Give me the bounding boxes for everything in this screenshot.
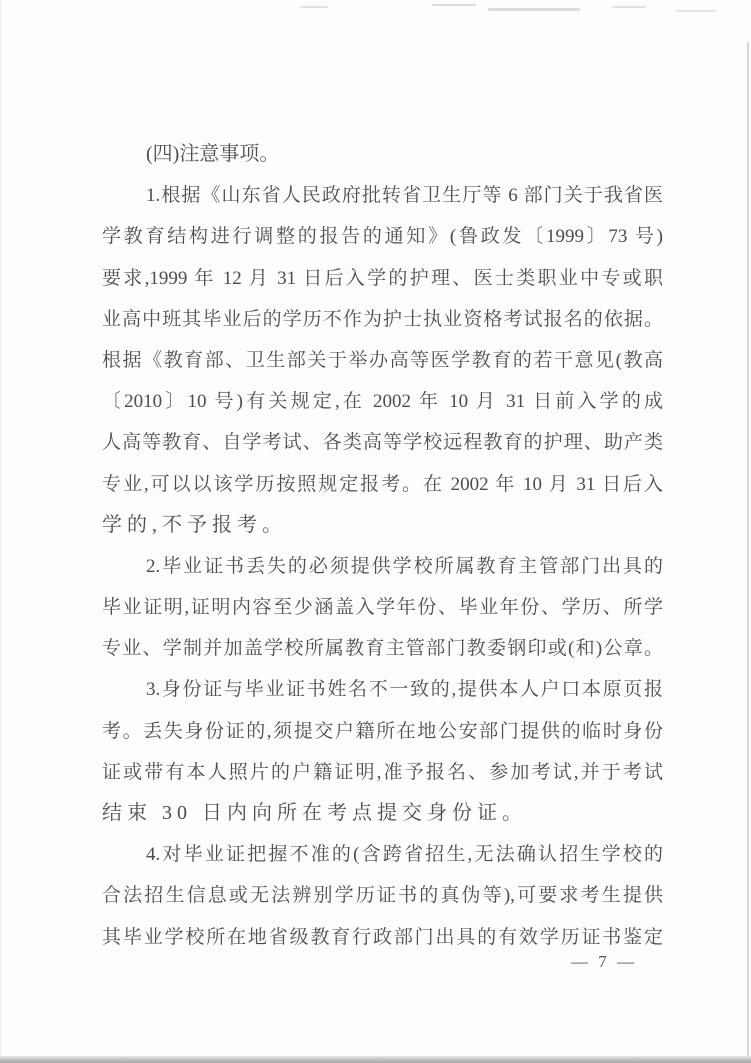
text-line: 〔2010〕10 号)有关规定,在 2002 年 10 月 31 日前入学的成 xyxy=(102,391,663,413)
scan-smudge-artifact xyxy=(432,4,476,6)
scan-smudge-artifact xyxy=(612,6,646,8)
text-line: 2.毕业证书丢失的必须提供学校所属教育主管部门出具的 xyxy=(146,555,663,577)
scan-edge-left xyxy=(0,0,2,1063)
text-line: 证或带有本人照片的户籍证明,准予报名、参加考试,并于考试 xyxy=(102,761,663,783)
section-heading: (四)注意事项。 xyxy=(146,143,280,165)
text-line: 业高中班其毕业后的学历不作为护士执业资格考试报名的依据。 xyxy=(102,308,663,330)
text-line: 专业、学制并加盖学校所属教育主管部门教委钢印或(和)公章。 xyxy=(102,638,663,660)
scan-smudge-artifact xyxy=(676,10,716,12)
text-line: 考。丢失身份证的,须提交户籍所在地公安部门提供的临时身份 xyxy=(102,720,663,742)
text-line: 3.身份证与毕业证书姓名不一致的,提供本人户口本原页报 xyxy=(146,679,663,701)
text-line: 专业,可以以该学历按照规定报考。在 2002 年 10 月 31 日后入 xyxy=(102,473,663,495)
text-line: 学教育结构进行调整的报告的通知》(鲁政发〔1999〕73 号) xyxy=(102,226,663,248)
text-line: 合法招生信息或无法辨别学历证书的真伪等),可要求考生提供 xyxy=(102,885,663,907)
page-number: — 7 — xyxy=(571,952,637,971)
text-line: 4.对毕业证把握不准的(含跨省招生,无法确认招生学校的 xyxy=(146,844,663,866)
document-body xyxy=(102,134,663,958)
scan-edge-right xyxy=(747,42,749,1057)
text-line: 其毕业学校所在地省级教育行政部门出具的有效学历证书鉴定 xyxy=(102,926,663,948)
text-line: 1.根据《山东省人民政府批转省卫生厅等 6 部门关于我省医 xyxy=(146,185,663,207)
text-line: 结束 30 日内向所在考点提交身份证。 xyxy=(102,802,527,824)
text-line: 人高等教育、自学考试、各类高等学校远程教育的护理、助产类 xyxy=(102,432,663,454)
scan-smudge-artifact xyxy=(488,8,580,11)
text-line: 要求,1999 年 12 月 31 日后入学的护理、医士类职业中专或职 xyxy=(102,267,663,289)
scan-smudge-artifact xyxy=(300,6,328,8)
text-line: 学的,不予报考。 xyxy=(102,513,287,536)
text-line: 毕业证明,证明内容至少涵盖入学年份、毕业年份、学历、所学 xyxy=(102,597,663,619)
text-line: 根据《教育部、卫生部关于举办高等医学教育的若干意见(教高 xyxy=(102,349,663,371)
scan-edge-bottom xyxy=(0,1056,751,1063)
